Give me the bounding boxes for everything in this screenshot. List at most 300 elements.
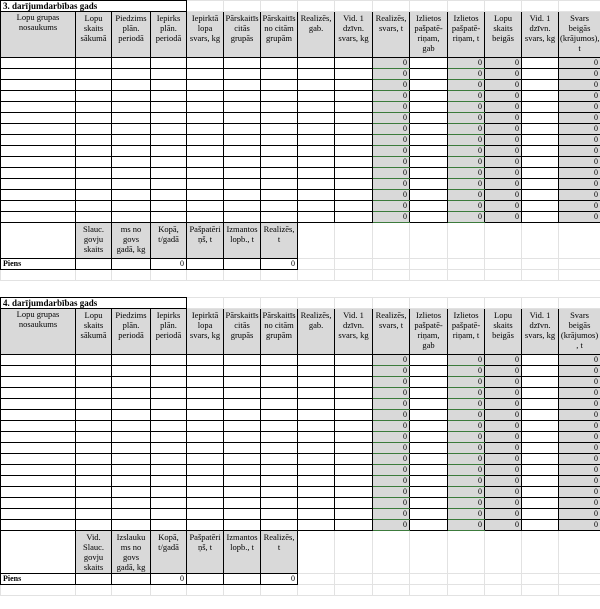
calculated-cell[interactable]: 0 (373, 355, 410, 366)
calculated-cell[interactable]: 0 (485, 366, 522, 377)
input-cell[interactable] (224, 432, 261, 443)
calculated-cell[interactable]: 0 (448, 179, 485, 190)
input-cell[interactable] (187, 498, 224, 509)
input-cell[interactable] (298, 465, 335, 476)
empty-cell[interactable] (373, 531, 410, 574)
input-cell[interactable] (410, 355, 448, 366)
input-cell[interactable] (335, 212, 373, 223)
input-cell[interactable] (112, 432, 151, 443)
calculated-cell[interactable]: 0 (448, 91, 485, 102)
input-cell[interactable] (76, 212, 112, 223)
empty-cell[interactable] (448, 585, 485, 596)
input-cell[interactable] (522, 91, 559, 102)
input-cell[interactable] (224, 91, 261, 102)
input-cell[interactable] (151, 102, 187, 113)
input-cell[interactable] (76, 91, 112, 102)
input-cell[interactable] (261, 190, 298, 201)
input-cell[interactable] (261, 135, 298, 146)
input-cell[interactable] (112, 146, 151, 157)
input-cell[interactable] (151, 509, 187, 520)
input-cell[interactable] (112, 366, 151, 377)
input-cell[interactable] (335, 487, 373, 498)
input-cell[interactable] (298, 520, 335, 531)
calculated-cell[interactable]: 0 (373, 366, 410, 377)
input-cell[interactable] (187, 520, 224, 531)
input-cell[interactable] (187, 80, 224, 91)
input-cell[interactable] (410, 212, 448, 223)
input-cell[interactable] (410, 377, 448, 388)
calculated-cell[interactable]: 0 (373, 91, 410, 102)
input-cell[interactable] (522, 388, 559, 399)
calculated-cell[interactable]: 0 (485, 487, 522, 498)
calculated-cell[interactable]: 0 (448, 168, 485, 179)
input-cell[interactable] (224, 520, 261, 531)
calculated-cell[interactable]: 0 (373, 377, 410, 388)
calculated-cell[interactable]: 0 (485, 190, 522, 201)
input-cell[interactable] (76, 58, 112, 69)
input-cell[interactable] (1, 454, 76, 465)
input-cell[interactable] (298, 135, 335, 146)
empty-cell[interactable] (224, 270, 261, 281)
input-cell[interactable] (224, 80, 261, 91)
input-cell[interactable] (151, 355, 187, 366)
calculated-cell[interactable]: 0 (559, 465, 600, 476)
empty-cell[interactable] (298, 223, 335, 259)
empty-cell[interactable] (448, 298, 485, 309)
input-cell[interactable] (112, 135, 151, 146)
calculated-cell[interactable]: 0 (373, 124, 410, 135)
input-cell[interactable] (298, 355, 335, 366)
empty-cell[interactable] (522, 585, 559, 596)
input-cell[interactable] (261, 487, 298, 498)
empty-cell[interactable] (298, 585, 335, 596)
input-cell[interactable] (224, 201, 261, 212)
empty-cell[interactable] (373, 270, 410, 281)
input-cell[interactable] (335, 377, 373, 388)
milk-value-cell[interactable]: 0 (151, 259, 187, 270)
empty-cell[interactable] (410, 223, 448, 259)
input-cell[interactable] (261, 212, 298, 223)
empty-cell[interactable] (448, 223, 485, 259)
calculated-cell[interactable]: 0 (485, 179, 522, 190)
input-cell[interactable] (112, 443, 151, 454)
input-cell[interactable] (522, 190, 559, 201)
input-cell[interactable] (224, 476, 261, 487)
empty-cell[interactable] (559, 531, 600, 574)
input-cell[interactable] (76, 355, 112, 366)
input-cell[interactable] (224, 58, 261, 69)
input-cell[interactable] (187, 135, 224, 146)
input-cell[interactable] (187, 454, 224, 465)
input-cell[interactable] (151, 432, 187, 443)
input-cell[interactable] (224, 498, 261, 509)
input-cell[interactable] (187, 146, 224, 157)
input-cell[interactable] (410, 190, 448, 201)
input-cell[interactable] (187, 168, 224, 179)
calculated-cell[interactable]: 0 (373, 212, 410, 223)
empty-cell[interactable] (261, 585, 298, 596)
input-cell[interactable] (261, 454, 298, 465)
empty-cell[interactable] (373, 223, 410, 259)
input-cell[interactable] (187, 432, 224, 443)
calculated-cell[interactable]: 0 (559, 366, 600, 377)
input-cell[interactable] (151, 80, 187, 91)
input-cell[interactable] (410, 465, 448, 476)
empty-cell[interactable] (335, 1, 373, 12)
input-cell[interactable] (298, 157, 335, 168)
input-cell[interactable] (112, 498, 151, 509)
input-cell[interactable] (187, 443, 224, 454)
input-cell[interactable] (187, 201, 224, 212)
input-cell[interactable] (76, 509, 112, 520)
empty-cell[interactable] (485, 259, 522, 270)
input-cell[interactable] (261, 498, 298, 509)
input-cell[interactable] (187, 476, 224, 487)
calculated-cell[interactable]: 0 (448, 190, 485, 201)
calculated-cell[interactable]: 0 (448, 388, 485, 399)
input-cell[interactable] (298, 91, 335, 102)
calculated-cell[interactable]: 0 (485, 168, 522, 179)
calculated-cell[interactable]: 0 (559, 69, 600, 80)
calculated-cell[interactable]: 0 (559, 421, 600, 432)
empty-cell[interactable] (559, 298, 600, 309)
calculated-cell[interactable]: 0 (485, 476, 522, 487)
milk-value-cell[interactable] (224, 574, 261, 585)
input-cell[interactable] (224, 190, 261, 201)
input-cell[interactable] (224, 135, 261, 146)
input-cell[interactable] (112, 212, 151, 223)
empty-cell[interactable] (559, 259, 600, 270)
calculated-cell[interactable]: 0 (485, 201, 522, 212)
input-cell[interactable] (112, 80, 151, 91)
calculated-cell[interactable]: 0 (559, 91, 600, 102)
input-cell[interactable] (1, 421, 76, 432)
input-cell[interactable] (224, 102, 261, 113)
input-cell[interactable] (76, 399, 112, 410)
input-cell[interactable] (261, 91, 298, 102)
calculated-cell[interactable]: 0 (373, 102, 410, 113)
empty-cell[interactable] (485, 298, 522, 309)
input-cell[interactable] (410, 146, 448, 157)
empty-cell[interactable] (522, 574, 559, 585)
empty-cell[interactable] (522, 531, 559, 574)
input-cell[interactable] (522, 465, 559, 476)
input-cell[interactable] (151, 410, 187, 421)
empty-cell[interactable] (559, 585, 600, 596)
input-cell[interactable] (410, 168, 448, 179)
empty-cell[interactable] (261, 298, 298, 309)
empty-cell[interactable] (261, 1, 298, 12)
empty-cell[interactable] (373, 1, 410, 12)
milk-value-cell[interactable] (187, 574, 224, 585)
calculated-cell[interactable]: 0 (559, 432, 600, 443)
input-cell[interactable] (76, 124, 112, 135)
calculated-cell[interactable]: 0 (485, 454, 522, 465)
empty-cell[interactable] (335, 270, 373, 281)
calculated-cell[interactable]: 0 (485, 443, 522, 454)
input-cell[interactable] (224, 454, 261, 465)
input-cell[interactable] (187, 113, 224, 124)
empty-cell[interactable] (373, 585, 410, 596)
input-cell[interactable] (298, 168, 335, 179)
input-cell[interactable] (1, 432, 76, 443)
input-cell[interactable] (76, 69, 112, 80)
input-cell[interactable] (522, 201, 559, 212)
input-cell[interactable] (187, 487, 224, 498)
input-cell[interactable] (151, 421, 187, 432)
input-cell[interactable] (1, 443, 76, 454)
input-cell[interactable] (76, 520, 112, 531)
input-cell[interactable] (151, 124, 187, 135)
input-cell[interactable] (522, 168, 559, 179)
input-cell[interactable] (410, 399, 448, 410)
input-cell[interactable] (187, 366, 224, 377)
input-cell[interactable] (1, 366, 76, 377)
input-cell[interactable] (112, 102, 151, 113)
calculated-cell[interactable]: 0 (485, 113, 522, 124)
input-cell[interactable] (261, 355, 298, 366)
input-cell[interactable] (335, 201, 373, 212)
empty-cell[interactable] (298, 1, 335, 12)
input-cell[interactable] (522, 377, 559, 388)
input-cell[interactable] (1, 69, 76, 80)
calculated-cell[interactable]: 0 (448, 399, 485, 410)
calculated-cell[interactable]: 0 (559, 410, 600, 421)
input-cell[interactable] (151, 69, 187, 80)
empty-cell[interactable] (187, 298, 224, 309)
input-cell[interactable] (187, 377, 224, 388)
input-cell[interactable] (335, 432, 373, 443)
empty-cell[interactable] (1, 585, 76, 596)
input-cell[interactable] (151, 157, 187, 168)
empty-cell[interactable] (335, 531, 373, 574)
calculated-cell[interactable]: 0 (448, 355, 485, 366)
input-cell[interactable] (298, 432, 335, 443)
calculated-cell[interactable]: 0 (373, 476, 410, 487)
empty-cell[interactable] (522, 259, 559, 270)
input-cell[interactable] (1, 157, 76, 168)
input-cell[interactable] (335, 190, 373, 201)
input-cell[interactable] (335, 399, 373, 410)
input-cell[interactable] (187, 58, 224, 69)
empty-cell[interactable] (298, 259, 335, 270)
calculated-cell[interactable]: 0 (373, 421, 410, 432)
empty-cell[interactable] (335, 259, 373, 270)
input-cell[interactable] (410, 432, 448, 443)
input-cell[interactable] (224, 355, 261, 366)
calculated-cell[interactable]: 0 (559, 388, 600, 399)
input-cell[interactable] (151, 168, 187, 179)
empty-cell[interactable] (1, 223, 76, 259)
calculated-cell[interactable]: 0 (448, 443, 485, 454)
input-cell[interactable] (410, 366, 448, 377)
input-cell[interactable] (151, 212, 187, 223)
input-cell[interactable] (151, 377, 187, 388)
calculated-cell[interactable]: 0 (373, 487, 410, 498)
input-cell[interactable] (187, 212, 224, 223)
input-cell[interactable] (76, 179, 112, 190)
input-cell[interactable] (76, 201, 112, 212)
input-cell[interactable] (298, 443, 335, 454)
input-cell[interactable] (187, 179, 224, 190)
input-cell[interactable] (410, 421, 448, 432)
input-cell[interactable] (187, 509, 224, 520)
input-cell[interactable] (522, 443, 559, 454)
input-cell[interactable] (298, 179, 335, 190)
input-cell[interactable] (112, 113, 151, 124)
calculated-cell[interactable]: 0 (448, 80, 485, 91)
calculated-cell[interactable]: 0 (559, 377, 600, 388)
input-cell[interactable] (522, 69, 559, 80)
calculated-cell[interactable]: 0 (448, 498, 485, 509)
calculated-cell[interactable]: 0 (448, 201, 485, 212)
input-cell[interactable] (187, 465, 224, 476)
input-cell[interactable] (112, 190, 151, 201)
empty-cell[interactable] (410, 574, 448, 585)
input-cell[interactable] (1, 102, 76, 113)
input-cell[interactable] (410, 509, 448, 520)
input-cell[interactable] (224, 366, 261, 377)
input-cell[interactable] (76, 498, 112, 509)
input-cell[interactable] (410, 135, 448, 146)
input-cell[interactable] (410, 476, 448, 487)
input-cell[interactable] (410, 69, 448, 80)
calculated-cell[interactable]: 0 (485, 410, 522, 421)
input-cell[interactable] (1, 509, 76, 520)
calculated-cell[interactable]: 0 (559, 454, 600, 465)
input-cell[interactable] (1, 58, 76, 69)
empty-cell[interactable] (485, 270, 522, 281)
input-cell[interactable] (112, 410, 151, 421)
empty-cell[interactable] (448, 259, 485, 270)
input-cell[interactable] (298, 190, 335, 201)
input-cell[interactable] (298, 113, 335, 124)
input-cell[interactable] (112, 157, 151, 168)
milk-value-cell[interactable] (112, 259, 151, 270)
empty-cell[interactable] (448, 1, 485, 12)
calculated-cell[interactable]: 0 (448, 432, 485, 443)
input-cell[interactable] (112, 454, 151, 465)
input-cell[interactable] (151, 388, 187, 399)
input-cell[interactable] (522, 157, 559, 168)
input-cell[interactable] (261, 520, 298, 531)
calculated-cell[interactable]: 0 (485, 465, 522, 476)
input-cell[interactable] (261, 124, 298, 135)
calculated-cell[interactable]: 0 (448, 113, 485, 124)
calculated-cell[interactable]: 0 (559, 80, 600, 91)
calculated-cell[interactable]: 0 (448, 69, 485, 80)
input-cell[interactable] (522, 124, 559, 135)
input-cell[interactable] (187, 410, 224, 421)
empty-cell[interactable] (485, 585, 522, 596)
calculated-cell[interactable]: 0 (485, 377, 522, 388)
input-cell[interactable] (112, 421, 151, 432)
input-cell[interactable] (298, 454, 335, 465)
input-cell[interactable] (151, 366, 187, 377)
input-cell[interactable] (112, 179, 151, 190)
input-cell[interactable] (298, 410, 335, 421)
input-cell[interactable] (1, 179, 76, 190)
empty-cell[interactable] (522, 1, 559, 12)
empty-cell[interactable] (187, 1, 224, 12)
input-cell[interactable] (151, 201, 187, 212)
calculated-cell[interactable]: 0 (559, 201, 600, 212)
input-cell[interactable] (112, 476, 151, 487)
calculated-cell[interactable]: 0 (448, 454, 485, 465)
input-cell[interactable] (1, 91, 76, 102)
input-cell[interactable] (187, 421, 224, 432)
milk-value-cell[interactable] (224, 259, 261, 270)
input-cell[interactable] (298, 212, 335, 223)
calculated-cell[interactable]: 0 (373, 399, 410, 410)
calculated-cell[interactable]: 0 (373, 58, 410, 69)
input-cell[interactable] (410, 454, 448, 465)
input-cell[interactable] (410, 102, 448, 113)
input-cell[interactable] (76, 388, 112, 399)
calculated-cell[interactable]: 0 (559, 113, 600, 124)
input-cell[interactable] (187, 69, 224, 80)
calculated-cell[interactable]: 0 (448, 135, 485, 146)
input-cell[interactable] (112, 520, 151, 531)
milk-value-cell[interactable]: 0 (151, 574, 187, 585)
input-cell[interactable] (187, 399, 224, 410)
input-cell[interactable] (410, 498, 448, 509)
input-cell[interactable] (522, 102, 559, 113)
calculated-cell[interactable]: 0 (559, 509, 600, 520)
input-cell[interactable] (410, 410, 448, 421)
input-cell[interactable] (298, 124, 335, 135)
input-cell[interactable] (76, 157, 112, 168)
input-cell[interactable] (522, 58, 559, 69)
input-cell[interactable] (298, 69, 335, 80)
input-cell[interactable] (335, 520, 373, 531)
milk-value-cell[interactable]: 0 (261, 574, 298, 585)
input-cell[interactable] (261, 432, 298, 443)
calculated-cell[interactable]: 0 (559, 212, 600, 223)
input-cell[interactable] (151, 146, 187, 157)
input-cell[interactable] (335, 465, 373, 476)
input-cell[interactable] (261, 443, 298, 454)
input-cell[interactable] (522, 113, 559, 124)
input-cell[interactable] (335, 410, 373, 421)
empty-cell[interactable] (373, 574, 410, 585)
input-cell[interactable] (261, 476, 298, 487)
input-cell[interactable] (1, 146, 76, 157)
input-cell[interactable] (522, 498, 559, 509)
empty-cell[interactable] (1, 531, 76, 574)
input-cell[interactable] (261, 366, 298, 377)
calculated-cell[interactable]: 0 (485, 520, 522, 531)
input-cell[interactable] (1, 113, 76, 124)
calculated-cell[interactable]: 0 (559, 355, 600, 366)
input-cell[interactable] (112, 487, 151, 498)
input-cell[interactable] (522, 454, 559, 465)
calculated-cell[interactable]: 0 (373, 113, 410, 124)
empty-cell[interactable] (298, 298, 335, 309)
input-cell[interactable] (224, 168, 261, 179)
input-cell[interactable] (522, 135, 559, 146)
input-cell[interactable] (224, 421, 261, 432)
calculated-cell[interactable]: 0 (559, 146, 600, 157)
calculated-cell[interactable]: 0 (485, 432, 522, 443)
input-cell[interactable] (224, 146, 261, 157)
empty-cell[interactable] (298, 270, 335, 281)
input-cell[interactable] (1, 498, 76, 509)
calculated-cell[interactable]: 0 (448, 509, 485, 520)
calculated-cell[interactable]: 0 (373, 157, 410, 168)
input-cell[interactable] (261, 388, 298, 399)
input-cell[interactable] (410, 58, 448, 69)
